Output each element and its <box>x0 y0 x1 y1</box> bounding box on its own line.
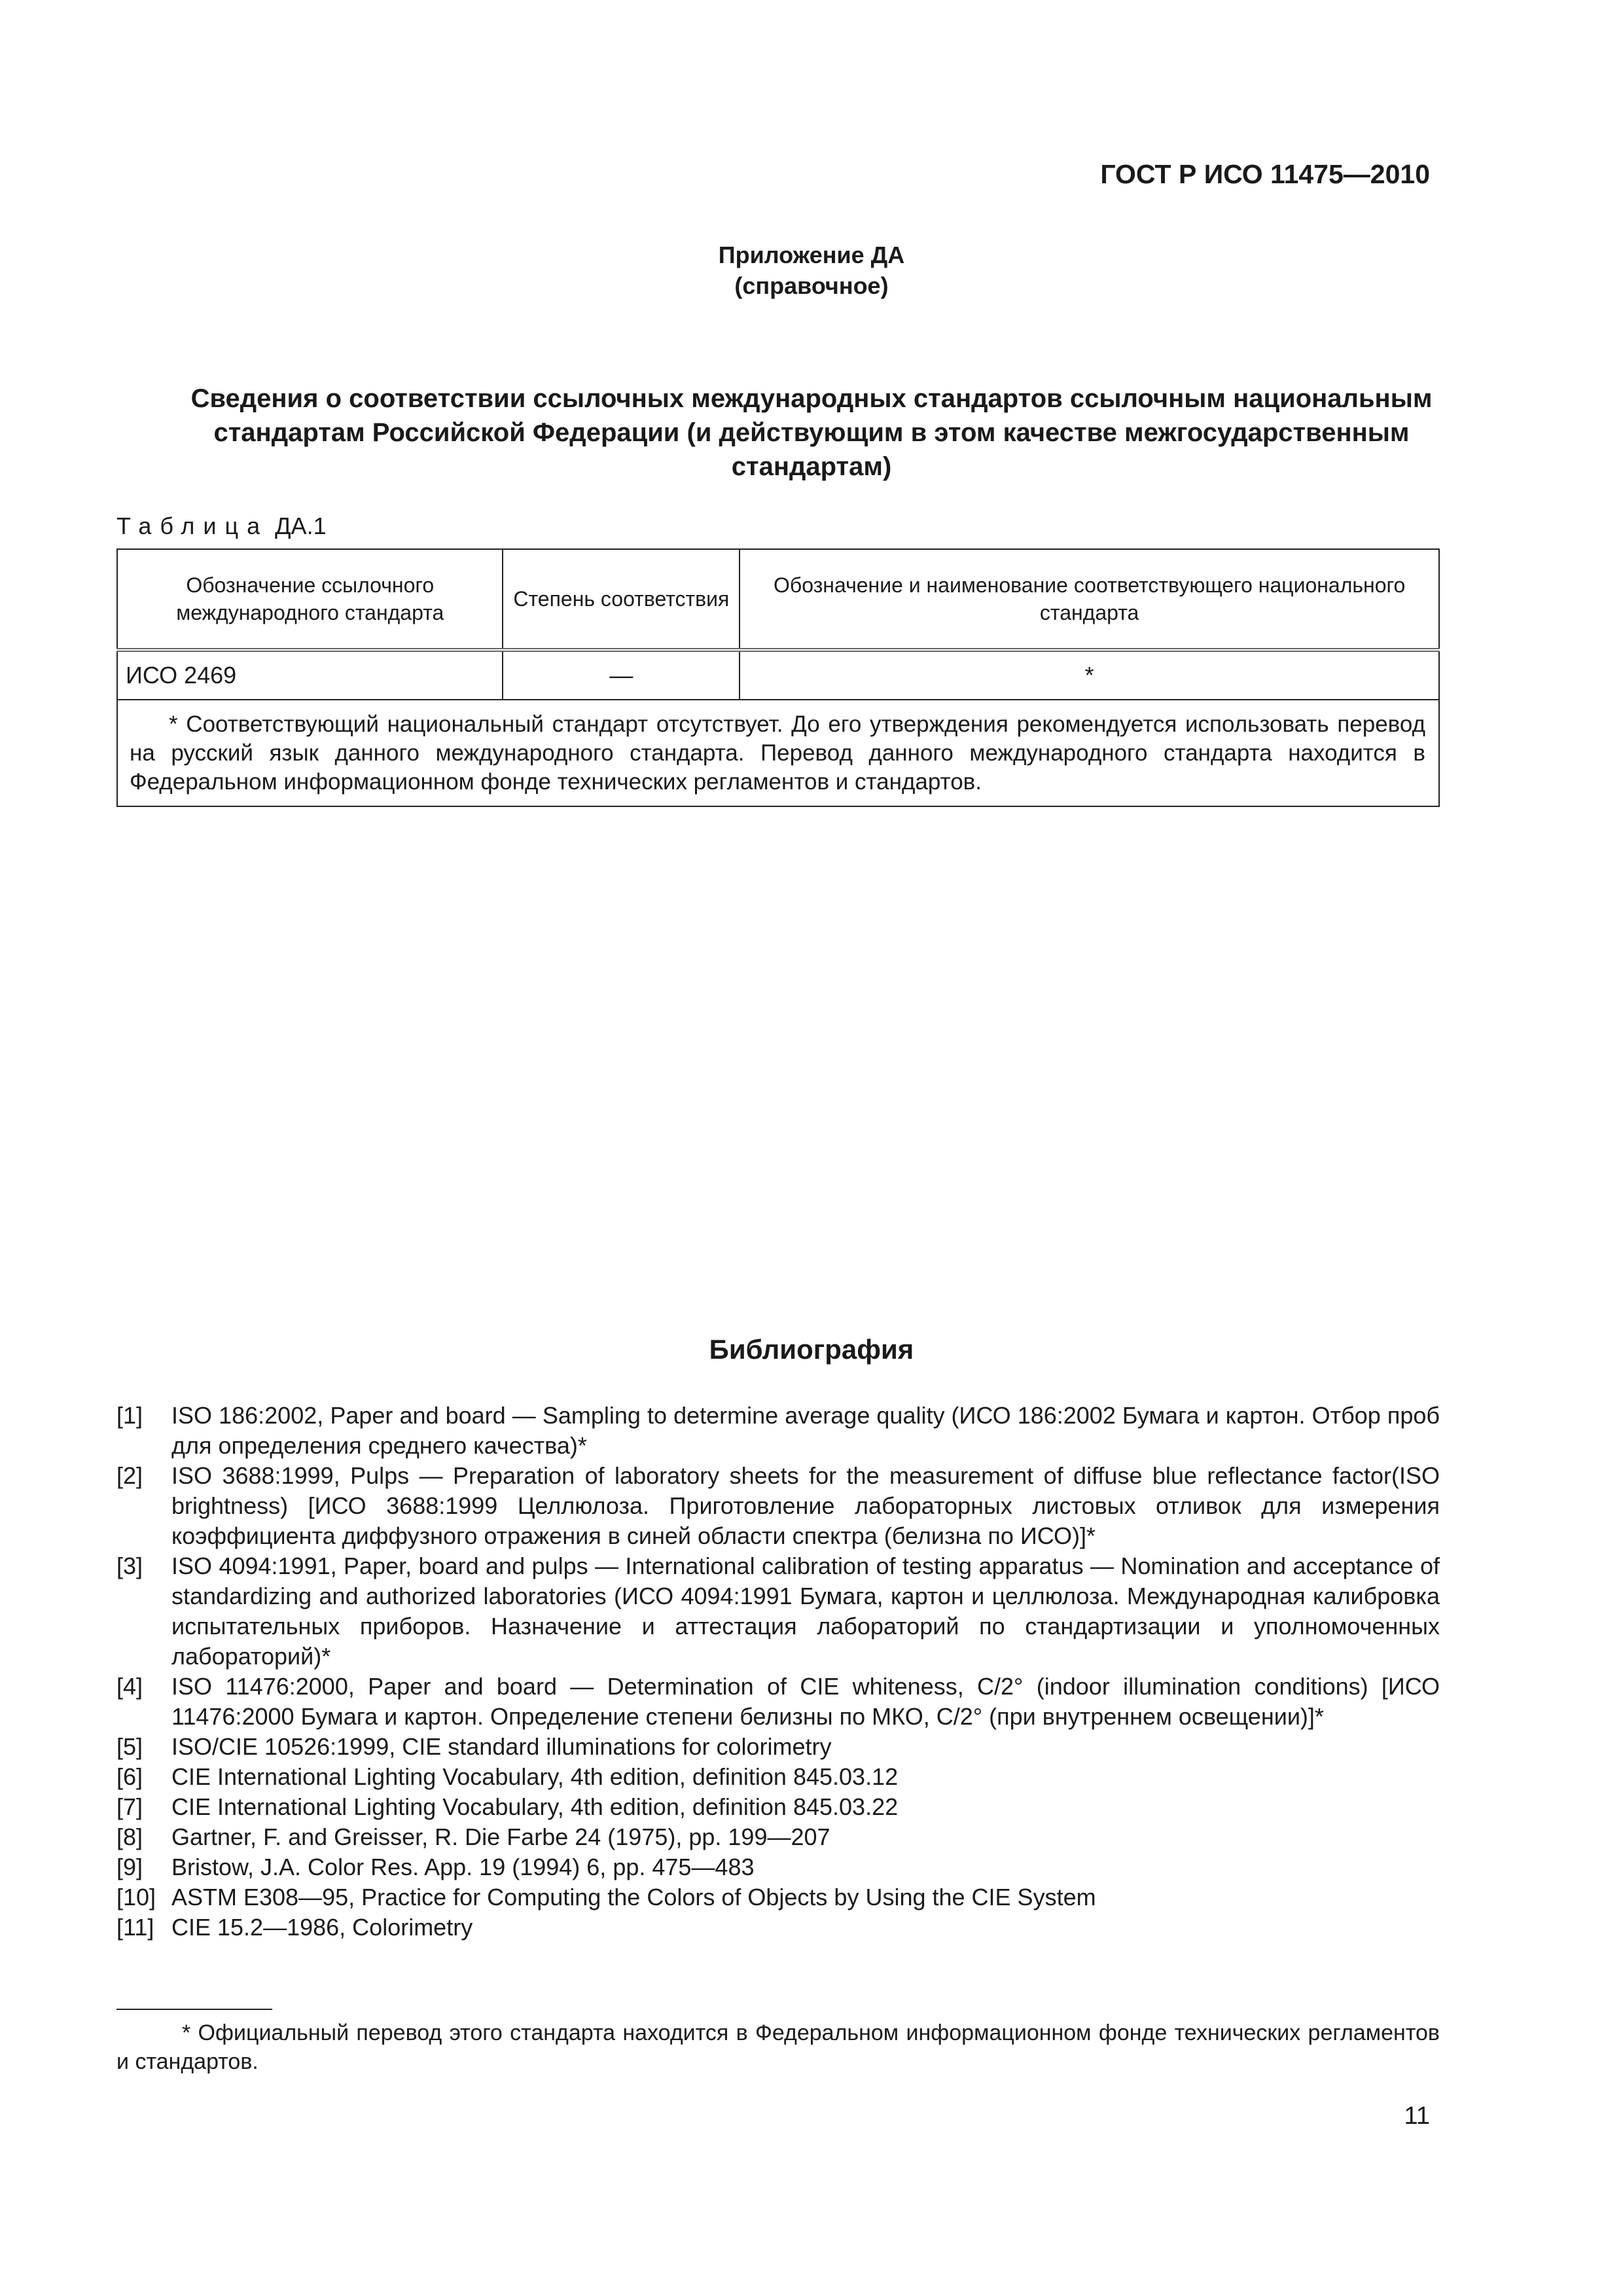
bibliography-item <box>116 1461 1440 1551</box>
bibliography-title: Библиография <box>709 1334 914 1365</box>
header-international-designation: Обозначение ссылочного международного стандарта <box>117 549 503 650</box>
bibliography-item-text: ASTM E308—95, Practice for Computing the Colors of Objects by Using the CIE System <box>171 1884 1096 1910</box>
bibliography-item-text: Bristow, J.A. Color Res. App. 19 (1994) 6, pp. 475—483 <box>171 1854 755 1880</box>
bibliography-item-number: [11] <box>116 1914 154 1941</box>
header-national-standard: Обозначение и наименование соответствующего национального стандарта <box>740 549 1439 650</box>
bibliography-item-number: [10] <box>116 1884 156 1910</box>
table-caption <box>116 512 327 540</box>
bibliography-item-number: [1] <box>116 1402 143 1429</box>
annex-title: Сведения о соответствии ссылочных международных стандартов ссылочным национальным стандартам Российской Федерации (и действующим в этом качестве межгосударственным стандартам) <box>190 384 1433 481</box>
table-header-row <box>117 549 1439 650</box>
header-degree-of-correspondence: Степень соответствия <box>503 549 740 650</box>
bibliography-item <box>116 1852 1440 1882</box>
bibliography-item-text: Gartner, F. and Greisser, R. Die Farbe 24 (1975), pp. 199—207 <box>171 1823 830 1850</box>
bibliography-item-number: [3] <box>116 1552 143 1579</box>
annex-heading <box>0 240 1623 301</box>
footnote-separator <box>116 2009 272 2010</box>
bibliography-item-number: [2] <box>116 1462 143 1489</box>
annex-label: Приложение ДА <box>718 242 905 268</box>
page-number: 11 <box>1404 2102 1430 2130</box>
table-note-text: * Соответствующий национальный стандарт отсутствует. До его утверждения рекомендуется использовать перевод на русский язык данного международного стандарта. Перевод данного международного стандарта находится в Федеральном информационном фонде технических регламентов и стандартов. <box>130 711 1425 795</box>
reference-standards-table <box>116 548 1440 807</box>
table-note-row <box>117 700 1439 806</box>
bibliography-item-number: [8] <box>116 1823 143 1850</box>
bibliography-item-text: ISO 3688:1999, Pulps — Preparation of laboratory sheets for the measurement of diffuse blue reflectance factor(ISO brightness) [ИСО 3688:1999 Целлюлоза. Приготовление лабораторных листовых отливок для измерения коэффициента диффузного отражения в синей области спектра (белизна по ИСО)]* <box>171 1462 1440 1549</box>
bibliography-item <box>116 1551 1440 1672</box>
bibliography-item-number: [4] <box>116 1673 143 1700</box>
bibliography-item <box>116 1792 1440 1822</box>
bibliography-item <box>116 1912 1440 1943</box>
bibliography-item-text: CIE International Lighting Vocabulary, 4th edition, definition 845.03.12 <box>171 1763 899 1790</box>
cell-designation: ИСО 2469 <box>117 650 503 700</box>
table-caption-word: Таблица <box>116 512 269 539</box>
bibliography-item-text: CIE International Lighting Vocabulary, 4th edition, definition 845.03.22 <box>171 1793 899 1820</box>
bibliography-item-text: ISO 186:2002, Paper and board — Sampling to determine average quality (ИСО 186:2002 Бумага и картон. Отбор проб для определения среднего качества)* <box>171 1402 1440 1459</box>
bibliography-item-text: ISO 4094:1991, Paper, board and pulps — International calibration of testing apparatus — Nomination and acceptance of standardizing and authorized laboratories (ИСО 4094:1991 Бумага, картон и целлюлоза. Международная калибровка испытательных приборов. Назначение и аттестация лабораторий по стандартизации и уполномоченных лабораторий)* <box>171 1552 1440 1670</box>
bibliography-item-number: [6] <box>116 1763 143 1790</box>
bibliography-item <box>116 1732 1440 1762</box>
bibliography-item <box>116 1822 1440 1852</box>
bibliography-item <box>116 1762 1440 1792</box>
cell-degree: — <box>503 650 740 700</box>
bibliography-item-number: [9] <box>116 1854 143 1880</box>
bibliography-item-number: [5] <box>116 1733 143 1760</box>
bibliography-item-text: ISO 11476:2000, Paper and board — Determination of CIE whiteness, C/2° (indoor illumination conditions) [ИСО 11476:2000 Бумага и картон. Определение степени белизны по МКО, C/2° (при внутреннем освещении)]* <box>171 1673 1440 1730</box>
table-row <box>117 650 1439 700</box>
bibliography-item <box>116 1882 1440 1912</box>
bibliography-list <box>116 1401 1440 1943</box>
bibliography-item <box>116 1401 1440 1461</box>
bibliography-item-text: ISO/CIE 10526:1999, CIE standard illuminations for colorimetry <box>171 1733 832 1760</box>
bibliography-item <box>116 1672 1440 1732</box>
bibliography-item-text: CIE 15.2—1986, Colorimetry <box>171 1914 473 1941</box>
annex-type: (справочное) <box>734 272 889 299</box>
bibliography-item-number: [7] <box>116 1793 143 1820</box>
footnote: * Официальный перевод этого стандарта находится в Федеральном информационном фонде технических регламентов и стандартов. <box>116 2020 1440 2074</box>
table-note <box>117 700 1439 806</box>
standard-number: ГОСТ Р ИСО 11475—2010 <box>1100 159 1430 189</box>
table-caption-id: ДА.1 <box>275 512 327 539</box>
cell-national: * <box>740 650 1439 700</box>
